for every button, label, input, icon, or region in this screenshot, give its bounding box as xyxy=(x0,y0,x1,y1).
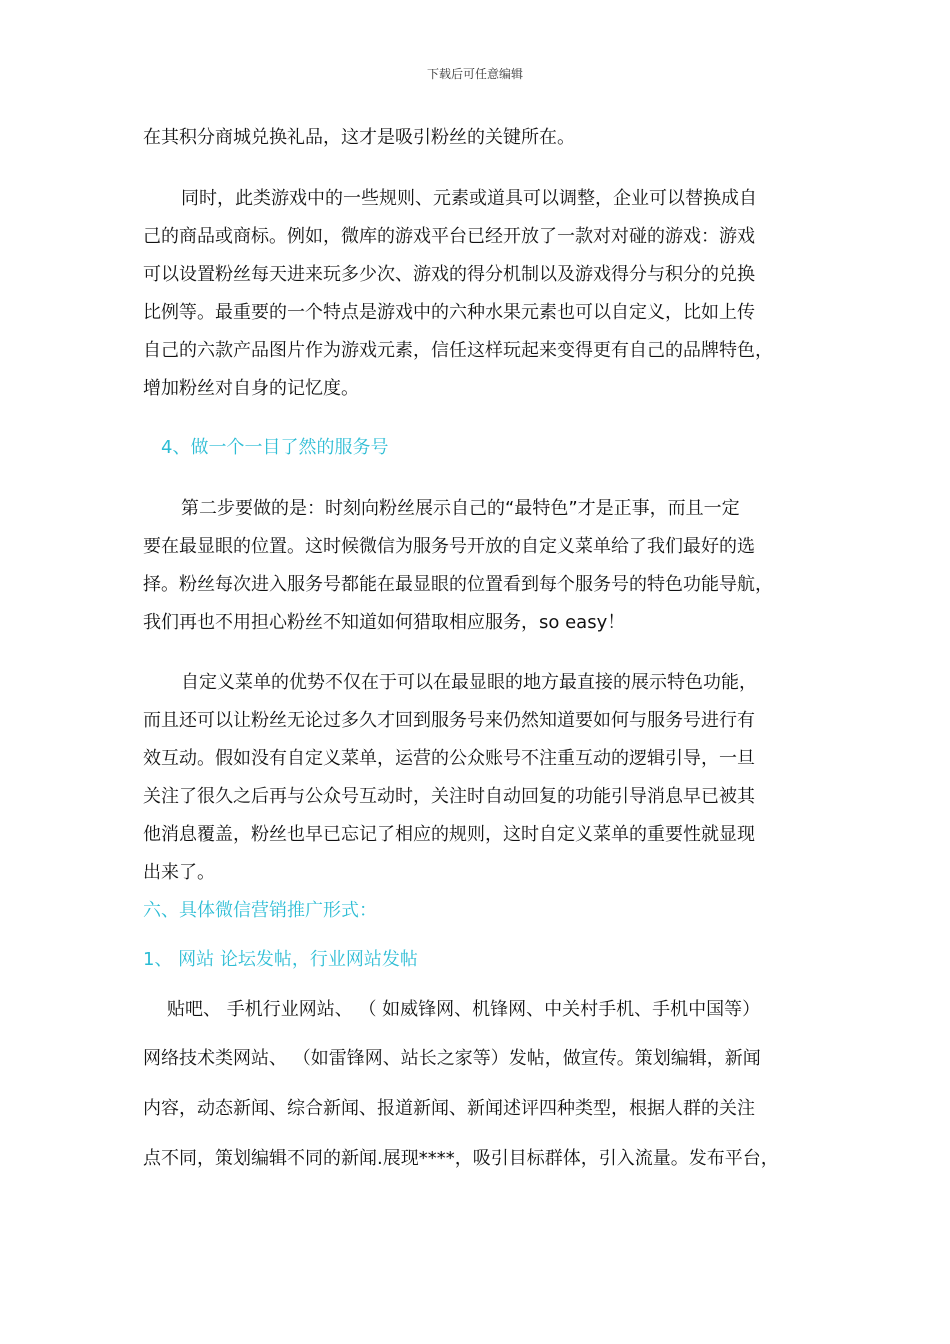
paragraph-line: 同时，此类游戏中的一些规则、元素或道具可以调整，企业可以替换成自 xyxy=(181,188,757,209)
paragraph-line: 点不同，策划编辑不同的新闻.展现****，吸引目标群体，引入流量。发布平台， xyxy=(143,1148,779,1169)
paragraph-line: 在其积分商城兑换礼品，这才是吸引粉丝的关键所在。 xyxy=(143,127,575,148)
section-heading: 4、做一个一目了然的服务号 xyxy=(161,437,389,458)
paragraph-line: 比例等。最重要的一个特点是游戏中的六种水果元素也可以自定义，比如上传 xyxy=(143,302,755,323)
page-header: 下载后可任意编辑 xyxy=(426,67,523,81)
paragraph-line: 贴吧、 手机行业网站、 （ 如威锋网、机锋网、中关村手机、手机中国等） xyxy=(167,999,761,1020)
section-heading: 六、具体微信营销推广形式： xyxy=(143,900,377,921)
paragraph-line: 要在最显眼的位置。这时候微信为服务号开放的自定义菜单给了我们最好的选 xyxy=(143,536,755,557)
paragraph-line: 己的商品或商标。例如，微库的游戏平台已经开放了一款对对碰的游戏：游戏 xyxy=(143,226,755,247)
paragraph-line: 可以设置粉丝每天进来玩多少次、游戏的得分机制以及游戏得分与积分的兑换 xyxy=(143,264,755,285)
paragraph-line: 第二步要做的是：时刻向粉丝展示自己的“最特色”才是正事，而且一定 xyxy=(181,498,740,519)
paragraph-line: 自己的六款产品图片作为游戏元素，信任这样玩起来变得更有自己的品牌特色， xyxy=(143,340,773,361)
paragraph-line: 他消息覆盖，粉丝也早已忘记了相应的规则，这时自定义菜单的重要性就显现 xyxy=(143,824,755,845)
paragraph-line: 关注了很久之后再与公众号互动时，关注时自动回复的功能引导消息早已被其 xyxy=(143,786,755,807)
paragraph-line: 我们再也不用担心粉丝不知道如何猎取相应服务，so easy！ xyxy=(143,612,626,633)
paragraph-line: 出来了。 xyxy=(143,862,215,883)
paragraph-line: 而且还可以让粉丝无论过多久才回到服务号来仍然知道要如何与服务号进行有 xyxy=(143,710,755,731)
paragraph-line: 增加粉丝对自身的记忆度。 xyxy=(143,378,359,399)
paragraph-line: 择。粉丝每次进入服务号都能在最显眼的位置看到每个服务号的特色功能导航， xyxy=(143,574,773,595)
paragraph-line: 自定义菜单的优势不仅在于可以在最显眼的地方最直接的展示特色功能， xyxy=(181,672,757,693)
paragraph-line: 内容，动态新闻、综合新闻、报道新闻、新闻述评四种类型，根据人群的关注 xyxy=(143,1098,755,1119)
paragraph-line: 效互动。假如没有自定义菜单，运营的公众账号不注重互动的逻辑引导，一旦 xyxy=(143,748,755,769)
paragraph-line: 网络技术类网站、 （如雷锋网、站长之家等）发帖，做宣传。策划编辑，新闻 xyxy=(143,1048,761,1069)
subsection-heading: 1、 网站 论坛发帖，行业网站发帖 xyxy=(143,949,418,970)
